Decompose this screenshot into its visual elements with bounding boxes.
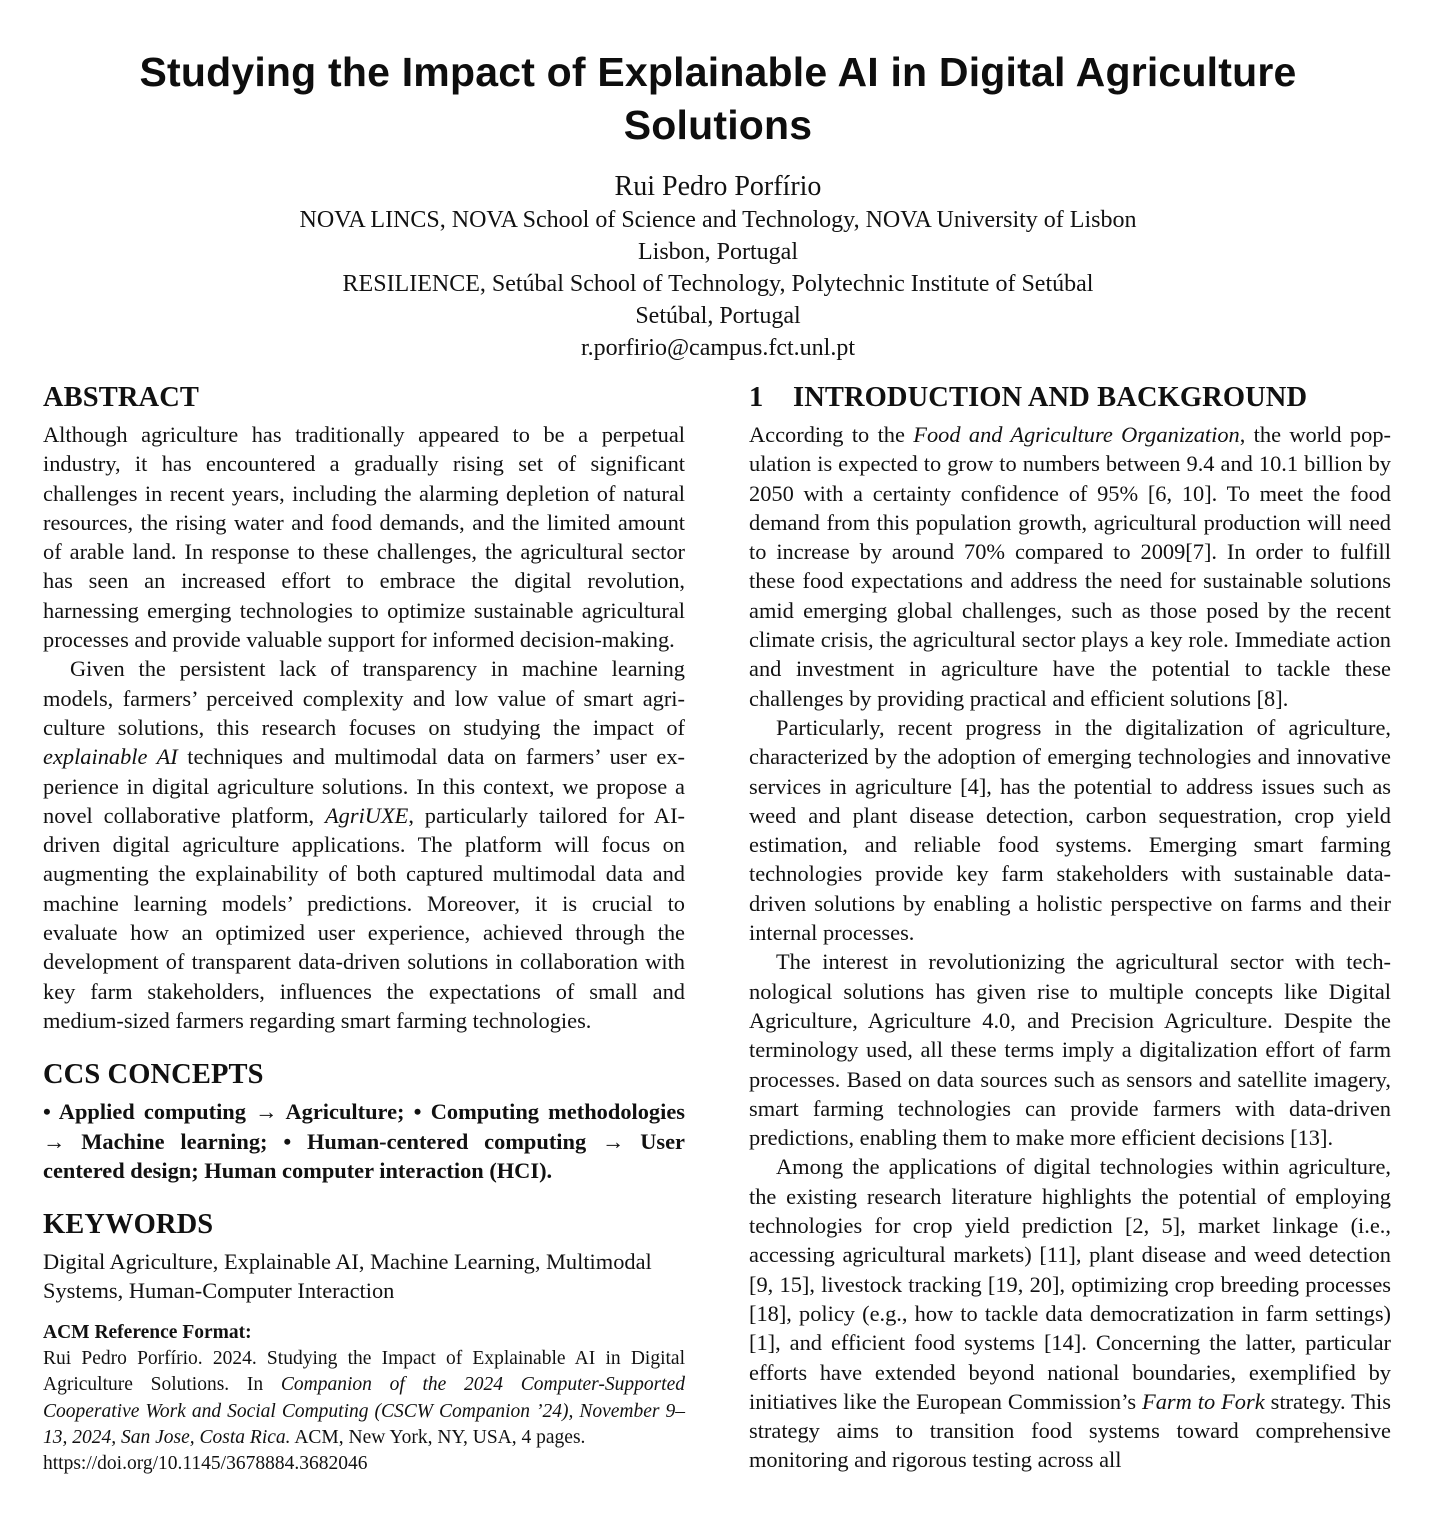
paper-title (0, 46, 1436, 152)
intro-p1-text-a: According to the (749, 422, 914, 447)
acm-reference-text (43, 1346, 685, 1478)
ccs-concepts-heading: CCS CONCEPTS (43, 1059, 264, 1091)
intro-p4-text-a: Among the applications of digital technologies within agriculture, the existing research literature highlights the potential of employing technologies for crop yield prediction [2, 5], market linkage (i.e., accessing agricultural markets) [11], plant disease and weed detection [9, 15], livestock tracking [19, 20], optimizing crop breeding processes [18], policy (e.g., how to tackle data democratization in farm settings) [1], and efficient food systems [14]. Concerning the latter, particular efforts have extended beyond national boundaries, exemplified by initiatives like the European Commission’s (749, 1154, 1391, 1414)
affiliation-1: NOVA LINCS, NOVA School of Science and Technology, NOVA University of Lisbon (299, 207, 1137, 233)
keywords-heading: KEYWORDS (43, 1209, 214, 1241)
affiliation-2-location: Setúbal, Portugal (635, 303, 801, 329)
doi-link[interactable]: https://doi.org/10.1145/3678884.3682046 (43, 1453, 368, 1475)
author-name: Rui Pedro Porfírio (614, 171, 822, 202)
introduction-paragraph-3: The interest in revolutionizing the agricultural sector with technological solutions has given rise to multiple concepts like Digital Agriculture, Agriculture 4.0, and Precision Agriculture. Despite the terminology used, all these terms imply a digitalization effort of farm processes. Based on data sources such as sensors and satellite imagery, smart farming technologies can provide farmers with data-driven predictions, enabling them to make more efficient decisions [13]. (749, 949, 1391, 1151)
author-email[interactable]: r.porfirio@campus.fct.unl.pt (580, 335, 856, 361)
introduction-heading (749, 380, 1391, 416)
keywords-text: Digital Agriculture, Explainable AI, Machine Learning, Multimodal Systems, Human-Computer Interaction (43, 1249, 652, 1304)
introduction-paragraph-2: Particularly, recent progress in the digitalization of agriculture, characterized by the adoption of emerging technologies and innovative services in agriculture [4], has the potential to address issues such as weed and plant disease detection, carbon sequestration, crop yield estimation, and reliable food systems. Emerging smart farming technologies provide key farm stakeholders with sustainable data-driven solutions by enabling a holistic perspective on farms and their internal processes. (749, 714, 1391, 946)
section-number: 1 (749, 382, 764, 413)
paper-title-line-2: Solutions (623, 102, 813, 148)
intro-p4-emphasis-farm-to-fork: Farm to Fork (1142, 1388, 1265, 1414)
title-block (0, 46, 1436, 364)
abstract-paragraph-2 (43, 654, 685, 1035)
left-column (43, 380, 685, 1478)
acm-reference-venue: Companion of the 2024 Computer-Supported Cooperative Work and Social Computing (CSCW Companion ’24), November 9–13, 2024, San Jose, Costa Rica. (43, 1374, 685, 1448)
intro-p4-text-b: strategy. This strategy aims to transition food systems toward comprehensive monitoring and rigorous testing across all (749, 1388, 1391, 1473)
intro-p1-text-b: , the world population is expected to grow to numbers between 9.4 and 10.1 billion by 2050 with a certainty confidence of 95% [6, 10]. To meet the food demand from this population growth, agricultural production will need to increase by around 70% compared to 2009[7]. In order to fulfill these food expectations and address the need for sustainable solutions amid emerging global challenges, such as those posed by the recent climate crisis, the agricultural sector plays a key role. Immediate action and investment in agriculture have the potential to tackle these challenges by providing practical and efficient solutions [8]. (749, 422, 1391, 711)
abstract-p2-text-c: , particularly tailored for AI-driven digital agriculture applications. The platform will focus on augmenting the explainability of both captured multimodal data and machine learning models’ predictions. Moreover, it is crucial to evaluate how an optimized user experience, achieved through the development of transparent data-driven solutions in collaboration with key farm stakeholders, influences the expectations of small and medium-sized farmers regarding smart farming technologies. (43, 802, 686, 1033)
acm-reference-heading: ACM Reference Format: (43, 1321, 252, 1343)
acm-reference-text-b: ACM, New York, NY, USA, 4 pages. (290, 1426, 586, 1448)
abstract-p2-text-a: Given the persistent lack of transparency in machine learning models, farmers’ perceived complexity and low value of smart agriculture solutions, this research focuses on studying the impact of (43, 656, 685, 740)
abstract-p2-emphasis-agriuxe: AgriUXE (324, 802, 409, 828)
affiliation-1-location: Lisbon, Portugal (638, 239, 798, 265)
affiliation-2: RESILIENCE, Setúbal School of Technology, Polytechnic Institute of Setúbal (342, 271, 1094, 297)
paper-title-line-1: Studying the Impact of Explainable AI in Digital Agriculture (139, 49, 1297, 95)
abstract-paragraph-1: Although agriculture has traditionally appeared to be a perpetual industry, it has encountered a gradually rising set of significant challenges in recent years, including the alarming depletion of natural resources, the rising water and food demands, and the limited amount of arable land. In response to these challenges, the agricultural sector has seen an increased effort to embrace the digital revolution, harnessing emerging technologies to optimize sustainable agricultural processes and provide valuable support for informed decision-making. (43, 422, 685, 653)
intro-p1-emphasis-fao: Food and Agriculture Organization (913, 422, 1240, 447)
right-column (749, 380, 1391, 1475)
introduction-paragraph-4 (749, 1152, 1391, 1474)
abstract-heading: ABSTRACT (43, 382, 200, 413)
abstract-p2-text-b: techniques and multimodal data on farmers’ user experience in digital agriculture solutions. In this context, we propose a novel collaborative platform, (43, 744, 686, 828)
introduction-paragraph-1 (749, 420, 1391, 713)
abstract-p2-emphasis-xai: explainable AI (43, 744, 178, 770)
acm-reference-text-a: Rui Pedro Porfírio. 2024. Studying the Impact of Explainable AI in Digital Agriculture Solutions. In (43, 1347, 685, 1396)
introduction-heading-text: INTRODUCTION AND BACKGROUND (793, 382, 1308, 413)
ccs-concepts-text: • Applied computing → Agriculture; • Computing methodologies → Machine learning; • Human-centered computing → User centered design; Human computer interaction (HCI). (43, 1099, 685, 1183)
